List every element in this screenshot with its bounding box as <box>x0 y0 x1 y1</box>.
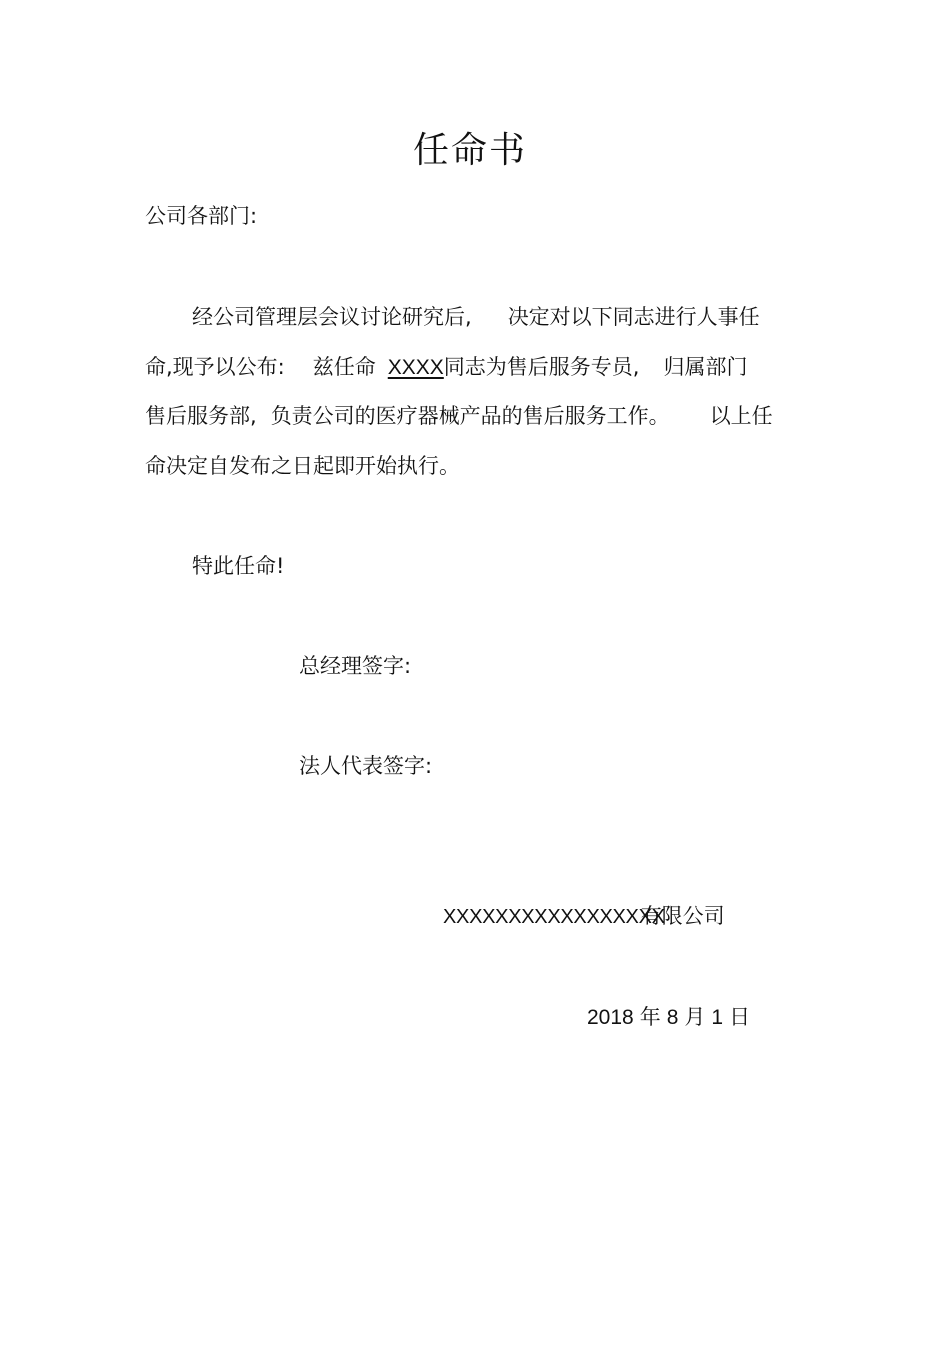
company-name <box>443 906 749 927</box>
body-line-4: 命决定自发布之日起即开始执行。 <box>145 454 460 478</box>
body-text: 兹任命 <box>312 355 376 379</box>
body-text: 负责公司的医疗器械产品的售后服务工作。 <box>270 404 670 428</box>
company-name-placeholder: XXXXXXXXXXXXXXXXX <box>443 906 665 928</box>
company-name-suffix: 有限公司 <box>640 904 725 928</box>
body-text: 归属部门 <box>663 355 748 379</box>
issue-date <box>587 1007 750 1028</box>
body-text: 同志为售后服务专员, <box>443 355 640 379</box>
body-text: 以上任 <box>709 404 773 428</box>
closing-text: 特此任命! <box>192 554 285 578</box>
document-title: 任命书 <box>412 130 527 171</box>
body-text: 决定对以下同志进行人事任 <box>507 305 760 329</box>
body-line-3 <box>145 406 773 427</box>
body-text: 命,现予以公布: <box>145 355 285 379</box>
body-text: 经公司管理层会议讨论研究后, <box>192 305 472 329</box>
appointee-name: XXXX <box>387 356 444 379</box>
salutation: 公司各部门: <box>145 204 258 228</box>
date-year-char: 年 <box>639 1005 661 1029</box>
date-year: 2018 <box>587 1006 634 1029</box>
gm-signature-label: 总经理签字: <box>299 654 412 678</box>
legal-rep-signature-label: 法人代表签字: <box>299 754 433 778</box>
date-day: 1 <box>711 1006 724 1029</box>
body-text: 售后服务部, <box>145 404 257 428</box>
body-line-1 <box>192 307 760 328</box>
date-month: 8 <box>666 1006 679 1029</box>
date-month-char: 月 <box>684 1005 706 1029</box>
date-day-char: 日 <box>729 1005 751 1029</box>
body-line-2 <box>145 357 747 378</box>
